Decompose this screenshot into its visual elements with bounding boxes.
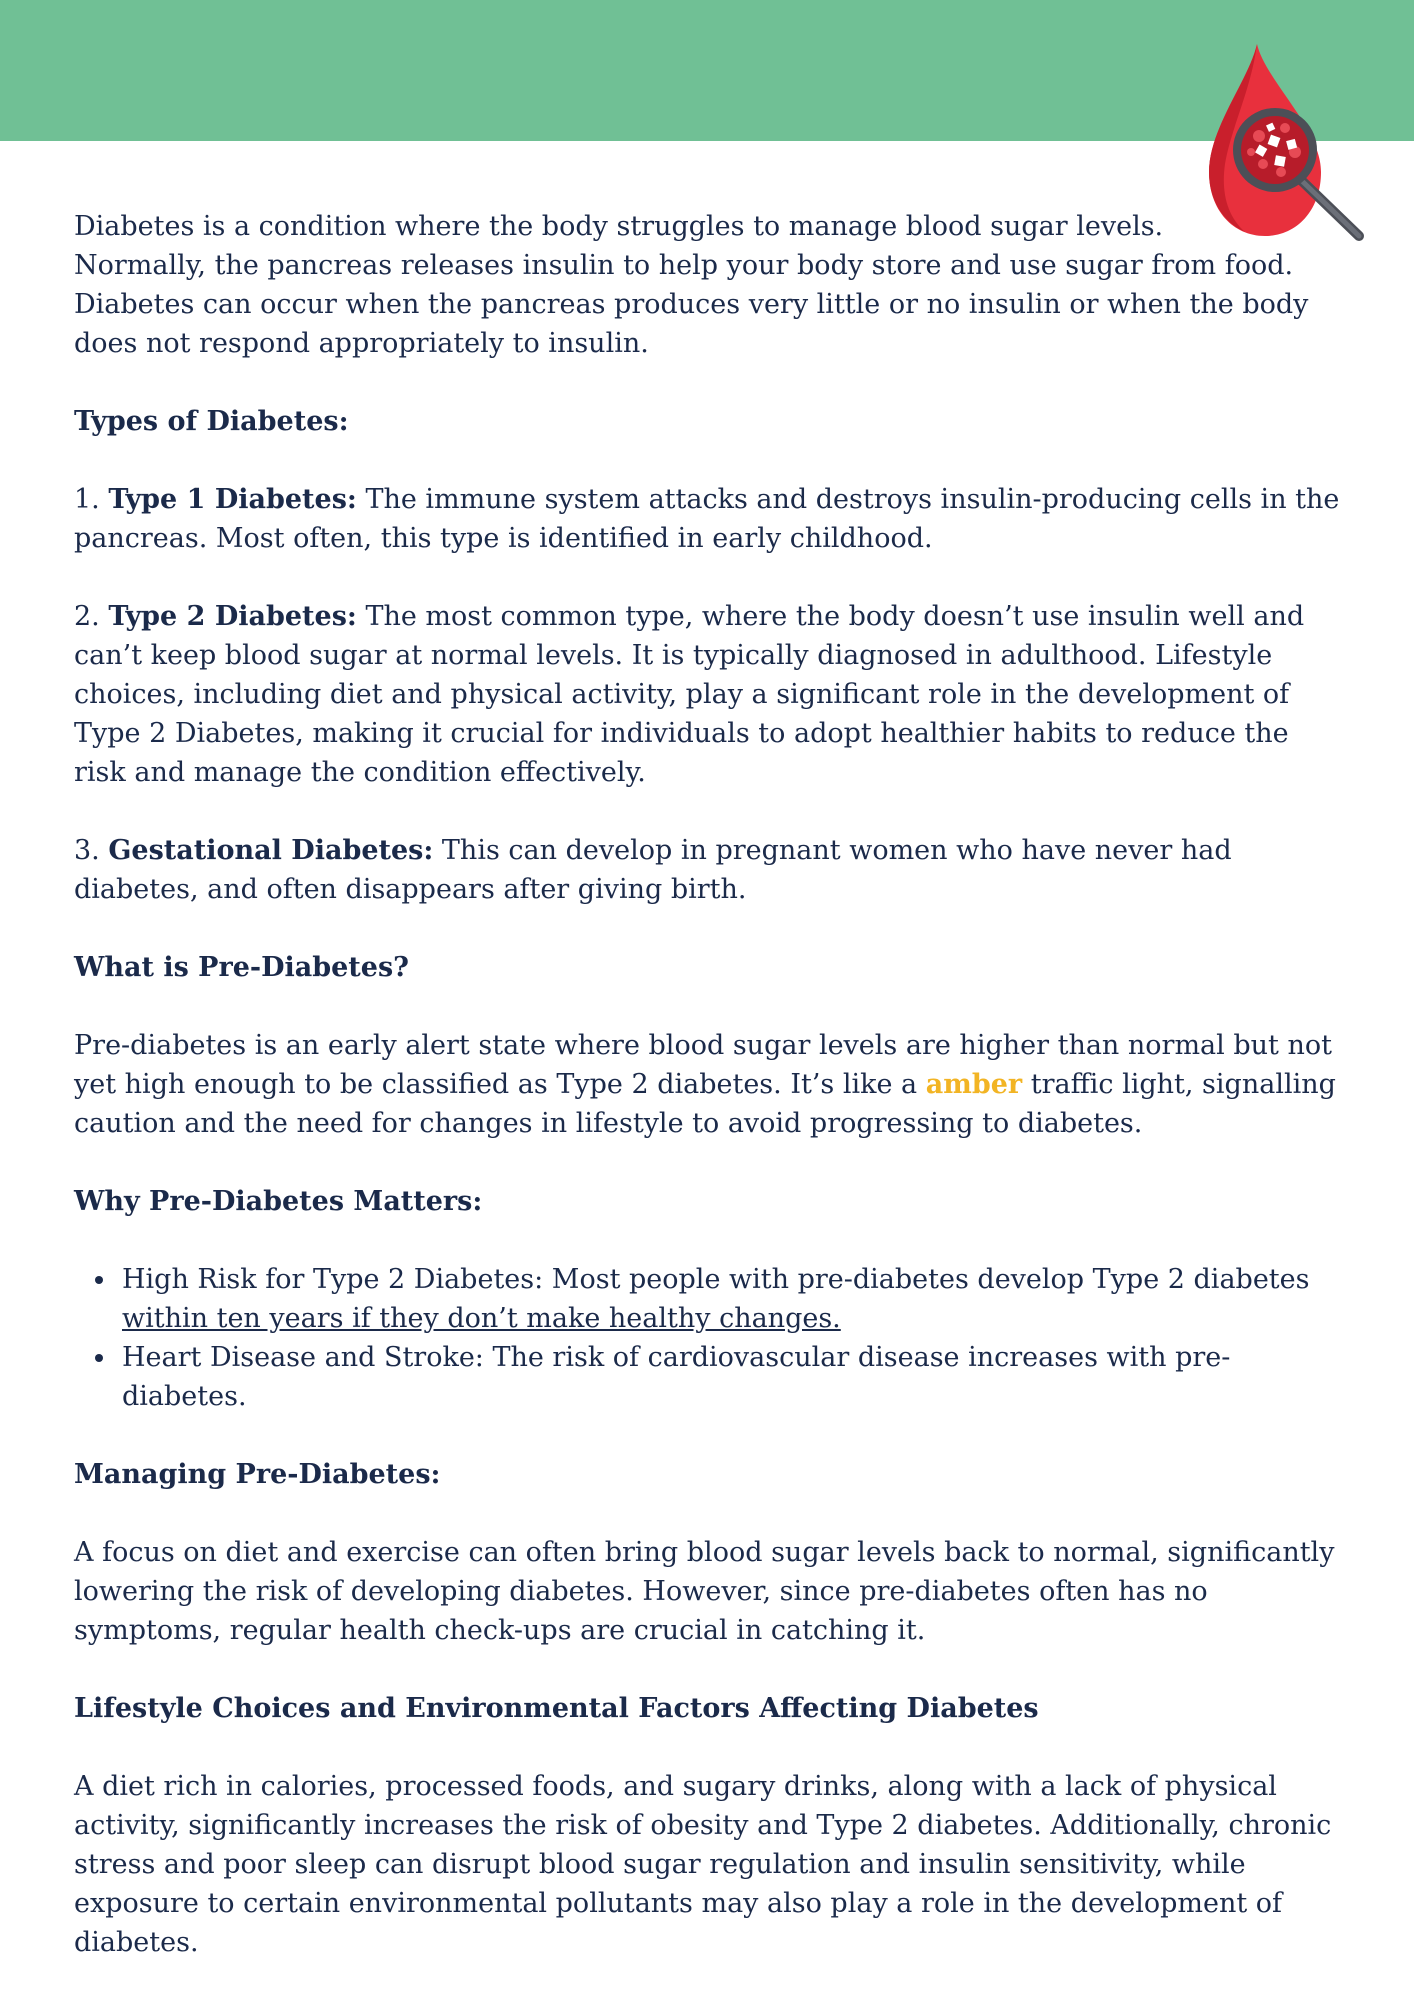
managing-paragraph: A focus on diet and exercise can often bring blood sugar levels back to normal, significantly lowering the risk of developing diabetes. However, since pre-diabetes often has no symptoms, regular health check-ups are crucial in catching it. <box>74 1537 1335 1646</box>
gestational-number: 3. <box>74 835 100 866</box>
type-1-label: Type 1 Diabetes: <box>108 484 357 515</box>
types-heading: Types of Diabetes: <box>74 406 349 437</box>
matters-heading: Why Pre-Diabetes Matters: <box>74 1186 483 1217</box>
gestational-label: Gestational Diabetes: <box>108 835 434 866</box>
lifestyle-heading: Lifestyle Choices and Environmental Factors Affecting Diabetes <box>74 1693 1039 1724</box>
gestational-paragraph <box>74 831 1344 909</box>
bullet-1-text: High Risk for Type 2 Diabetes: Most people with pre-diabetes develop Type 2 diabetes <box>122 1264 1310 1295</box>
bullet-dot-icon <box>95 1276 103 1284</box>
managing-heading: Managing Pre-Diabetes: <box>74 1459 441 1490</box>
type-1-text: The immune system attacks and destroys insulin-producing cells in the pancreas. Most often, this type is identified in early childhood. <box>74 484 1340 554</box>
amber-highlight: amber <box>925 1069 1023 1100</box>
lifestyle-paragraph: A diet rich in calories, processed foods, and sugary drinks, along with a lack of physical activity, significantly increases the risk of obesity and Type 2 diabetes. Additionally, chronic stress and poor sleep can disrupt blood sugar regulation and insulin sensitivity, while exposure to certain environmental pollutants may also play a role in the development of diabetes. <box>74 1771 1332 1958</box>
type-2-text: The most common type, where the body doesn’t use insulin well and can’t keep blood sugar at normal levels. It is typically diagnosed in adulthood. Lifestyle choices, including diet and physical activity, play a significant role in the development of Type 2 Diabetes, making it crucial for individuals to adopt healthier habits to reduce the risk and manage the condition effectively. <box>74 601 1305 788</box>
bullet-dot-icon <box>95 1354 103 1362</box>
prediabetes-paragraph <box>74 1026 1344 1143</box>
document-body <box>74 207 1344 2001</box>
list-item <box>122 1338 1344 1416</box>
bullet-2-text: Heart Disease and Stroke: The risk of cardiovascular disease increases with pre-diabetes. <box>122 1342 1231 1412</box>
bullet-1-underlined: within ten years if they don’t make healthy changes. <box>122 1303 841 1334</box>
type-2-paragraph <box>74 597 1344 792</box>
prediabetes-heading: What is Pre-Diabetes? <box>74 952 409 983</box>
matters-list <box>74 1260 1344 1416</box>
intro-line-1: Diabetes is a condition where the body struggles to manage blood sugar levels. <box>74 211 1164 242</box>
type-2-number: 2. <box>74 601 100 632</box>
type-2-label: Type 2 Diabetes: <box>108 601 357 632</box>
list-item <box>122 1260 1344 1338</box>
header-band <box>0 0 1414 141</box>
type-1-number: 1. <box>74 484 100 515</box>
prediabetes-text-after: traffic light, signalling caution and the need for changes in lifestyle to avoid progressing to diabetes. <box>74 1069 1336 1139</box>
intro-rest: Normally, the pancreas releases insulin to help your body store and use sugar from food. Diabetes can occur when the pancreas produces very little or no insulin or when the body does not respond appropriately to insulin. <box>74 250 1309 359</box>
gestational-text: This can develop in pregnant women who have never had diabetes, and often disappears after giving birth. <box>74 835 1232 905</box>
type-1-paragraph <box>74 480 1344 558</box>
intro-paragraph <box>74 207 1344 363</box>
prediabetes-text-before: Pre-diabetes is an early alert state where blood sugar levels are higher than normal but not yet high enough to be classified as Type 2 diabetes. It’s like a <box>74 1030 1332 1100</box>
